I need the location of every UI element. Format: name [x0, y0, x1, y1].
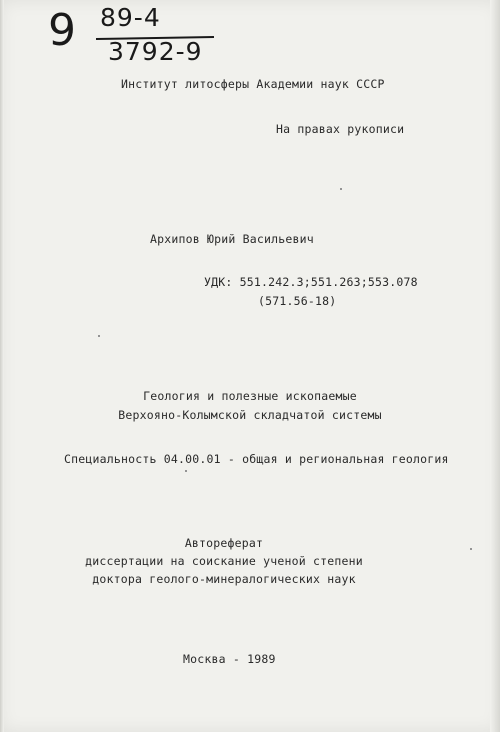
- specialty: Специальность 04.00.01 - общая и региональная геология: [64, 452, 449, 466]
- scan-speck: [470, 548, 472, 550]
- scan-speck: [185, 470, 187, 472]
- institute-name: Институт литосферы Академии наук СССР: [121, 77, 385, 91]
- rights-notice: На правах рукописи: [276, 122, 405, 136]
- archive-mark-denominator: 3792-9: [108, 37, 203, 66]
- udk-region-code: (571.56-18): [258, 294, 337, 308]
- degree-line: доктора геолого-минералогических наук: [92, 572, 356, 586]
- page-edge-left: [0, 0, 4, 732]
- place-year: Москва - 1989: [183, 652, 276, 666]
- author-name: Архипов Юрий Васильевич: [150, 232, 314, 246]
- archive-mark-prefix: 9: [48, 5, 76, 56]
- title-line-2: Верхояно-Колымской складчатой системы: [118, 408, 382, 422]
- scan-speck: [340, 188, 342, 190]
- title-line-1: Геология и полезные ископаемые: [143, 389, 357, 403]
- archive-mark-numerator: 89-4: [100, 3, 161, 32]
- udk-code: УДК: 551.242.3;551.263;553.078: [204, 275, 418, 289]
- scan-speck: [98, 335, 100, 337]
- abstract-label: Автореферат: [184, 536, 264, 550]
- dissertation-line: диссертации на соискание ученой степени: [85, 554, 363, 568]
- page-edge-right: [490, 0, 500, 732]
